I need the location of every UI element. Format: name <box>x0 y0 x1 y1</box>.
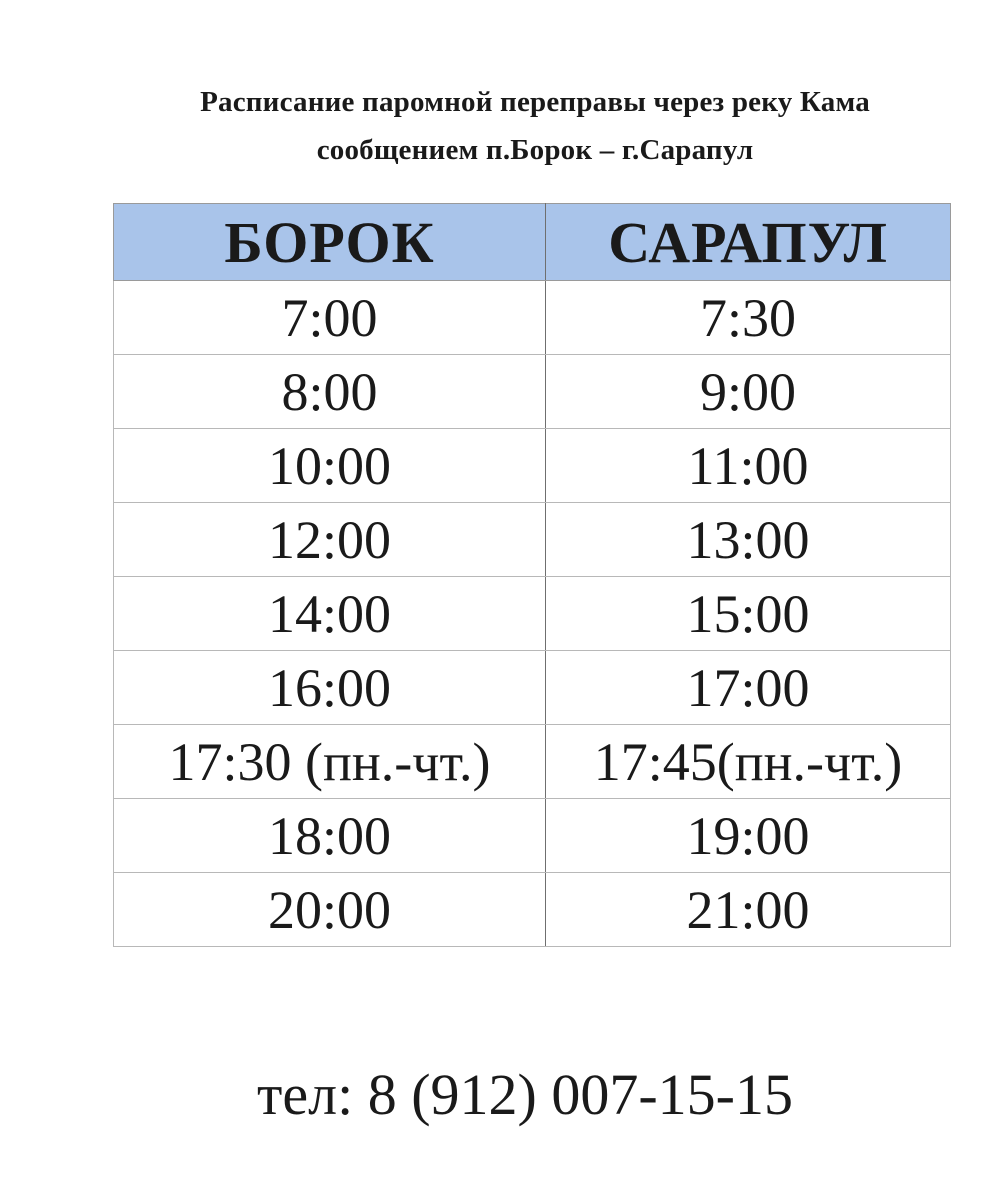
sarapul-departure-time: 9:00 <box>546 355 951 429</box>
borok-departure-time: 10:00 <box>114 429 546 503</box>
table-row <box>114 503 951 577</box>
borok-departure-time: 7:00 <box>114 281 546 355</box>
sarapul-departure-time: 13:00 <box>546 503 951 577</box>
borok-departure-time: 8:00 <box>114 355 546 429</box>
sarapul-departure-time: 17:00 <box>546 651 951 725</box>
table-row <box>114 355 951 429</box>
borok-departure-time: 16:00 <box>114 651 546 725</box>
column-header-sarapul: САРАПУЛ <box>546 204 951 281</box>
table-row <box>114 799 951 873</box>
borok-departure-time: 18:00 <box>114 799 546 873</box>
title-line-1: Расписание паромной переправы через реку Кама <box>200 86 870 118</box>
table-row <box>114 429 951 503</box>
borok-departure-time: 14:00 <box>114 577 546 651</box>
table-row <box>114 651 951 725</box>
table-row <box>114 577 951 651</box>
table-row <box>114 725 951 799</box>
sarapul-departure-time: 11:00 <box>546 429 951 503</box>
borok-departure-time: 12:00 <box>114 503 546 577</box>
title-line-2: сообщением п.Борок – г.Сарапул <box>316 134 754 166</box>
sarapul-departure-time: 17:45(пн.-чт.) <box>546 725 951 799</box>
sarapul-departure-time: 15:00 <box>546 577 951 651</box>
phone-number: тел: 8 (912) 007-15-15 <box>257 1062 793 1127</box>
borok-departure-time: 17:30 (пн.-чт.) <box>114 725 546 799</box>
column-header-borok: БОРОК <box>114 204 546 281</box>
table-row <box>114 281 951 355</box>
table-row <box>114 873 951 947</box>
sarapul-departure-time: 7:30 <box>546 281 951 355</box>
ferry-schedule-table <box>113 203 951 947</box>
sarapul-departure-time: 21:00 <box>546 873 951 947</box>
borok-departure-time: 20:00 <box>114 873 546 947</box>
table-header-row <box>114 204 951 281</box>
page-title <box>0 78 1006 174</box>
sarapul-departure-time: 19:00 <box>546 799 951 873</box>
